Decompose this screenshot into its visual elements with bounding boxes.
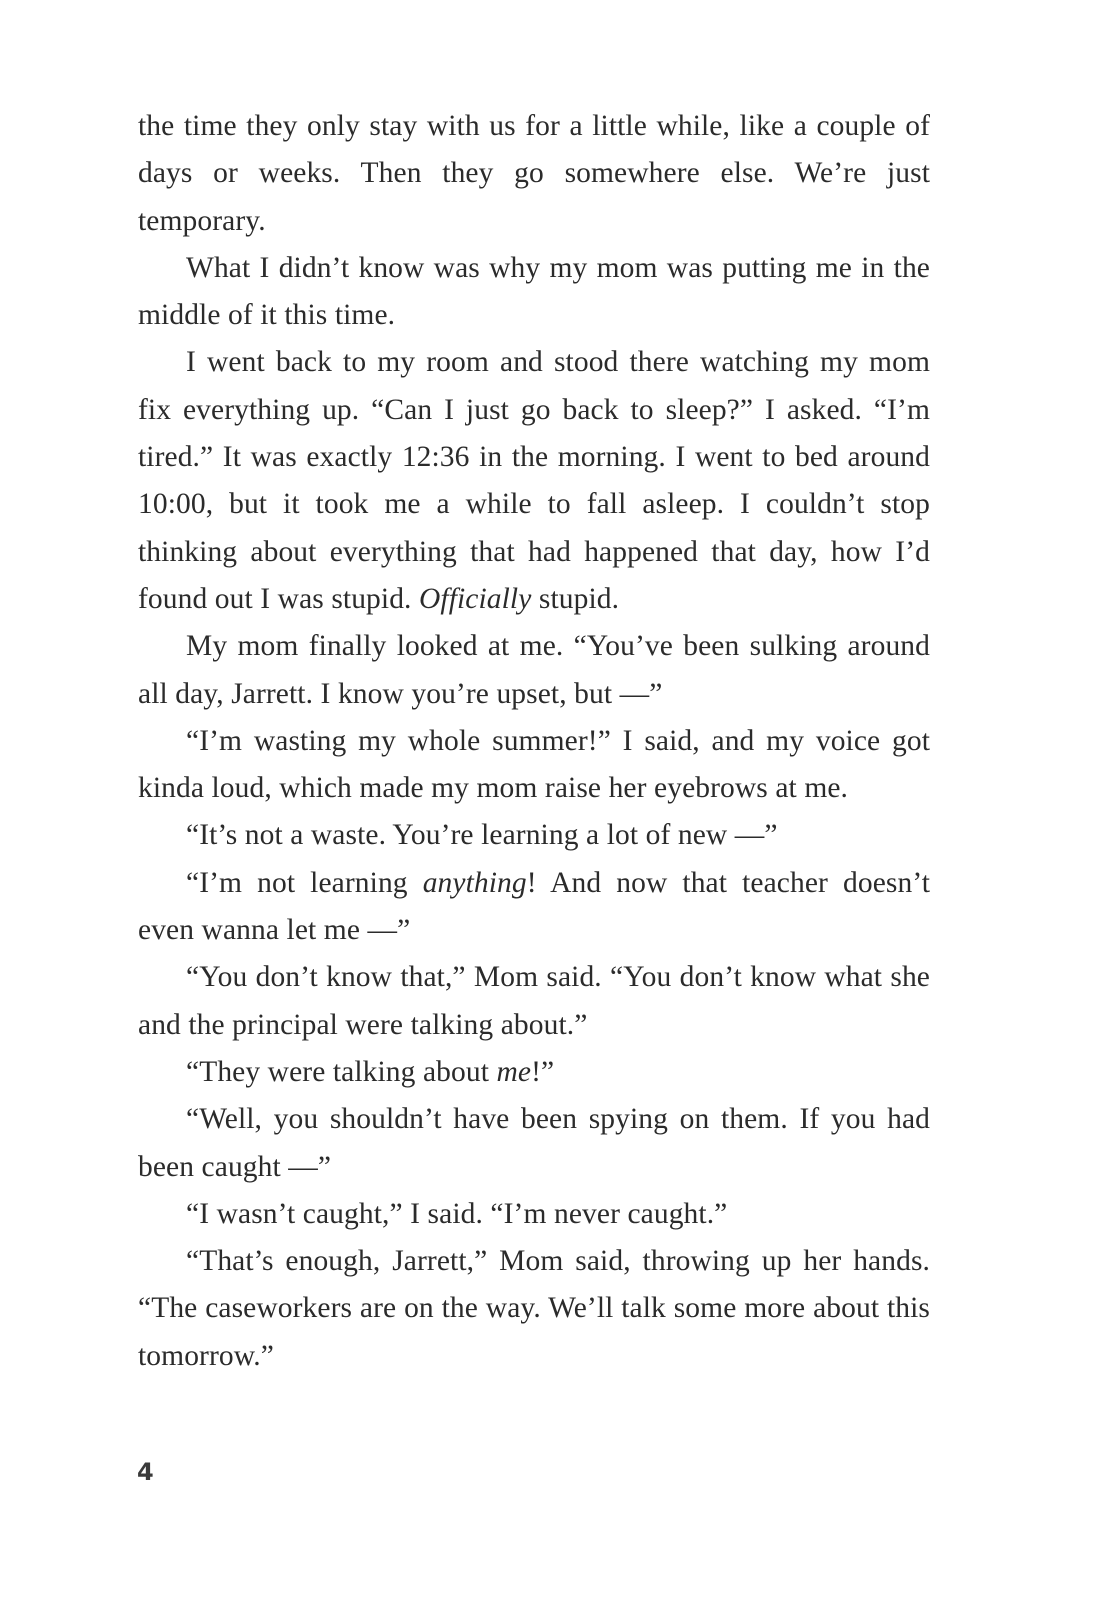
paragraph-text: What I didn’t know was why my mom was putting me in the middle of it this time. [138, 251, 930, 332]
paragraph [138, 954, 930, 1049]
paragraph [138, 339, 930, 623]
paragraph [138, 245, 930, 340]
paragraph-text: “I’m wasting my whole summer!” I said, and my voice got kinda loud, which made my mom raise her eyebrows at me. [138, 724, 930, 805]
paragraph-text: My mom finally looked at me. “You’ve been sulking around all day, Jarrett. I know you’re upset, but —” [138, 630, 930, 710]
emphasis-text: Officially [419, 582, 532, 615]
paragraph [138, 860, 930, 955]
paragraph [138, 1238, 930, 1380]
paragraph-text: ! And now that teacher doesn’t even wanna let me —” [138, 866, 930, 947]
page-number: 4 [137, 1458, 154, 1486]
paragraph [138, 812, 930, 859]
paragraph [138, 1096, 930, 1191]
paragraph-text: “Well, you shouldn’t have been spying on them. If you had been caught —” [138, 1103, 930, 1183]
body-text [138, 103, 930, 1380]
paragraph [138, 1049, 930, 1096]
paragraph [138, 718, 930, 813]
paragraph [138, 623, 930, 718]
emphasis-text: me [496, 1055, 532, 1088]
paragraph-text: “It’s not a waste. You’re learning a lot of new —” [186, 819, 778, 852]
paragraph-text: stupid. [531, 582, 620, 615]
paragraph-text: “You don’t know that,” Mom said. “You don’t know what she and the principal were talking about.” [138, 961, 930, 1041]
paragraph-text: I went back to my room and stood there watching my mom fix everything up. “Can I just go back to sleep?” I asked. “I’m tired.” It was exactly 12:36 in the morning. I went to bed around 10:00, but it took me a while to fall asleep. I couldn’t stop thinking about everything that had happened that day, how I’d found out I was stupid. [138, 346, 930, 615]
paragraph-text: “I wasn’t caught,” I said. “I’m never caught.” [186, 1197, 728, 1230]
paragraph-text: “That’s enough, Jarrett,” Mom said, throwing up her hands. “The caseworkers are on the way. We’ll talk some more about this tomorrow.” [138, 1245, 930, 1372]
emphasis-text: anything [422, 866, 527, 899]
paragraph [138, 1191, 930, 1238]
paragraph-text: “They were talking about [186, 1055, 497, 1088]
paragraph-text: “I’m not learning [186, 866, 423, 899]
paragraph [138, 103, 930, 245]
paragraph-text: !” [531, 1055, 555, 1088]
paragraph-text: the time they only stay with us for a little while, like a couple of days or weeks. Then they go somewhere else. We’re just temporary. [138, 110, 930, 237]
